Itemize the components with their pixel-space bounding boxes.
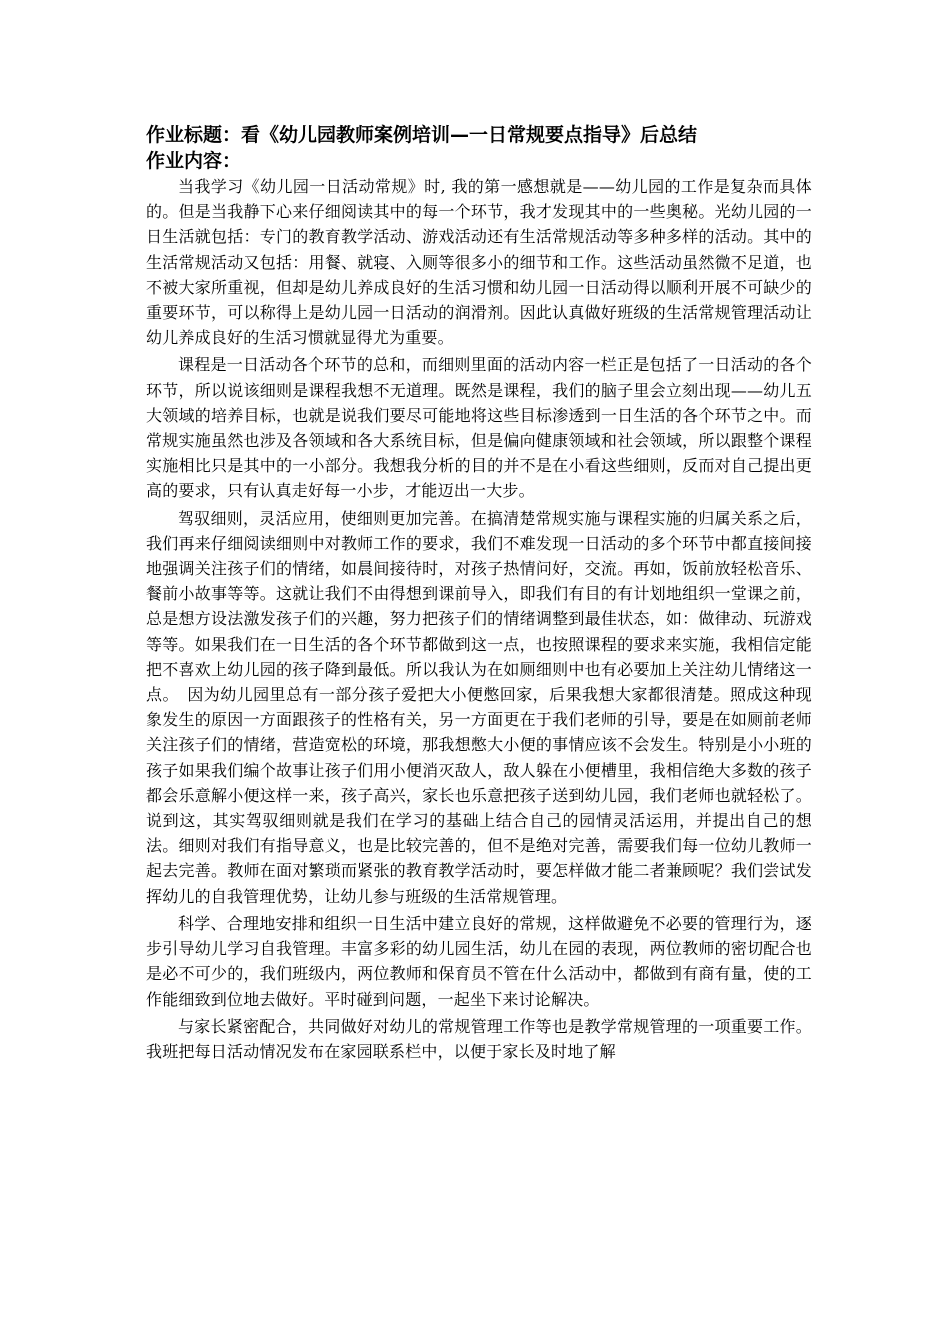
document-page: [146, 122, 812, 1066]
body-paragraph-3: 驾驭细则，灵活应用，使细则更加完善。在搞清楚常规实施与课程实施的归属关系之后，我们再来仔细阅读细则中对教师工作的要求，我们不难发现一日活动的多个环节中都直接间接地强调关注孩子们的情绪，如晨间接待时，对孩子热情问好，交流。再如，饭前放轻松音乐、餐前小故事等等。这就让我们不由得想到课前导入，即我们有目的有计划地组织一堂课之前，总是想方设法激发孩子们的兴趣，努力把孩子们的情绪调整到最佳状态，如：做律动、玩游戏等等。如果我们在一日生活的各个环节都做到这一点，也按照课程的要求来实施，我相信定能把不喜欢上幼儿园的孩子降到最低。所以我认为在如厕细则中也有必要加上关注幼儿情绪这一点。 因为幼儿园里总有一部分孩子爱把大小便憋回家，后果我想大家都很清楚。照成这种现象发生的原因一方面跟孩子的性格有关，另一方面更在于我们老师的引导，要是在如厕前老师关注孩子们的情绪，营造宽松的环境，那我想憋大小便的事情应该不会发生。特别是小小班的孩子如果我们编个故事让孩子们用小便消灭敌人，敌人躲在小便槽里，我相信绝大多数的孩子都会乐意解小便这样一来，孩子高兴，家长也乐意把孩子送到幼儿园，我们老师也就轻松了。说到这，其实驾驭细则就是我们在学习的基础上结合自己的园情灵活运用，并提出自己的想法。细则对我们有指导意义，也是比较完善的，但不是绝对完善，需要我们每一位幼儿教师一起去完善。教师在面对繁琐而紧张的教育教学活动时，要怎样做才能二者兼顾呢？我们尝试发挥幼儿的自我管理优势，让幼儿参与班级的生活常规管理。: [146, 508, 812, 906]
body-paragraph-4: 科学、合理地安排和组织一日生活中建立良好的常规，这样做避免不必要的管理行为，逐步引导幼儿学习自我管理。丰富多彩的幼儿园生活，幼儿在园的表现，两位教师的密切配合也是必不可少的，我们班级内，两位教师和保育员不管在什么活动中，都做到有商有量，使的工作能细致到位地去做好。平时碰到问题，一起坐下来讨论解决。: [146, 913, 812, 1009]
body-paragraph-2: 课程是一日活动各个环节的总和，而细则里面的活动内容一栏正是包括了一日活动的各个环节，所以说该细则是课程我想不无道理。既然是课程，我们的脑子里会立刻出现——幼儿五大领域的培养目标，也就是说我们要尽可能地将这些目标渗透到一日生活的各个环节之中。而常规实施虽然也涉及各领域和各大系统目标，但是偏向健康领域和社会领域，所以跟整个课程实施相比只是其中的一小部分。我想我分析的目的并不是在小看这些细则，反而对自己提出更高的要求，只有认真走好每一小步，才能迈出一大步。: [146, 355, 812, 501]
assignment-title: 作业标题：看《幼儿园教师案例培训—一日常规要点指导》后总结: [146, 124, 698, 146]
body-paragraph-1: 当我学习《幼儿园一日活动常规》时, 我的第一感想就是——幼儿园的工作是复杂而具体的。但是当我静下心来仔细阅读其中的每一个环节，我才发现其中的一些奥秘。光幼儿园的一日生活就包括：专门的教育教学活动、游戏活动还有生活常规活动等多种多样的活动。其中的生活常规活动又包括：用餐、就寝、入厕等很多小的细节和工作。这些活动虽然微不足道，也不被大家所重视，但却是幼儿养成良好的生活习惯和幼儿园一日活动得以顺利开展不可缺少的重要环节，可以称得上是幼儿园一日活动的润滑剂。因此认真做好班级的生活常规管理活动让幼儿养成良好的生活习惯就显得尤为重要。: [146, 177, 812, 348]
assignment-content-label: 作业内容：: [146, 150, 242, 172]
body-paragraph-5: 与家长紧密配合，共同做好对幼儿的常规管理工作等也是教学常规管理的一项重要工作。我班把每日活动情况发布在家园联系栏中，以便于家长及时地了解: [146, 1016, 812, 1061]
